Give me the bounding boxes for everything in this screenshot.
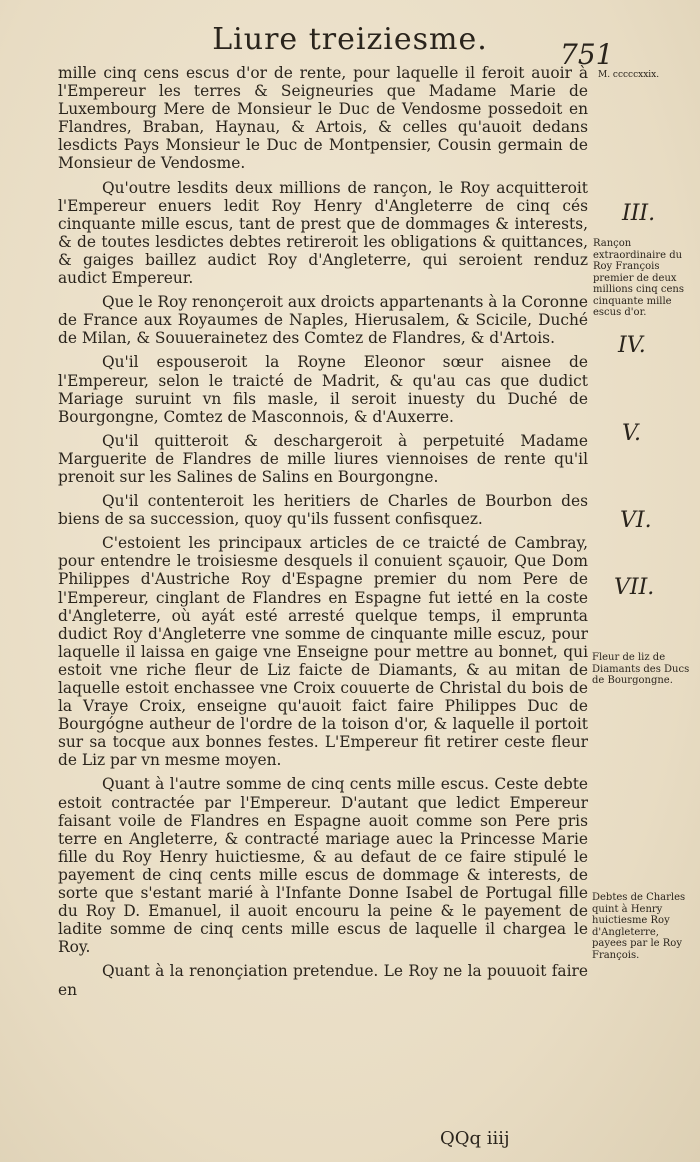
paragraph-8: Quant à l'autre somme de cinq cents mille escus. Ceste debte estoit contractée par l'Empereur. D'autant que ledict Empereur faisant voile de Flandres en Espagne auoit comme son Pere pris terre en Angleterre, & contracté mariage auec la Princesse Marie fille du Roy Henry huictiesme, & au defaut de ce faire stipulé le payement de cinq cents mille escus de dommage & interests, de sorte que s'estant marié à l'Infante Donne Isabel de Portugal fille du Roy D. Emanuel, il auoit encouru la peine & le payement de ladite somme de cinq cents mille escus de laquelle il chargea le Roy. — [58, 775, 588, 957]
running-title: Liure treiziesme. — [212, 22, 488, 57]
paragraph-4: Qu'il espouseroit la Royne Eleonor sœur aisnee de l'Empereur, selon le traicté de Madrit, & qu'au cas que dudict Mariage suruint vn fils masle, il seroit inuesty du Duché de Bourgongne, Comtez de Masconnois, & d'Auxerre. — [58, 353, 588, 426]
paragraph-2: Qu'outre lesdits deux millions de rançon, le Roy acquitteroit l'Empereur enuers ledit Roy Henry d'Angleterre de cinq cés cinquante mille escus, tant de prest que de dommages & interests, & de toutes lesdictes debtes retireroit les obligations & quittances, & gaiges baillez audict Roy d'Angleterre, qui seroient renduz audict Empereur. — [58, 178, 588, 288]
page-number: 751 — [560, 38, 614, 71]
paragraph-6: Qu'il contenteroit les heritiers de Charles de Bourbon des biens de sa succession, quoy qu'ils fussent confisquez. — [58, 492, 588, 529]
main-text — [58, 64, 588, 1005]
signature-mark: QQq iiij — [440, 1128, 510, 1149]
paragraph-7: C'estoient les principaux articles de ce traicté de Cambray, pour entendre le troisiesme desquels il conuient sçauoir, Que Dom Philippes d'Austriche Roy d'Espagne premier du nom Pere de l'Empereur, cinglant de Flandres en Espagne fut ietté en la coste d'Angleterre, où ayát esté arresté quelque temps, il emprunta dudict Roy d'Angleterre vne somme de cinquante mille escuz, pour laquelle il laissa en gaige vne Enseigne pour mettre au bonnet, qui estoit vne riche fleur de Liz faicte de Diamants, & au mitan de laquelle estoit enchassee vne Croix couuerte de Christal du bois de la Vraye Croix, enseigne qu'auoit faict faire Philippes Duc de Bourgógne autheur de l'ordre de la toison d'or, & laquelle il portoit sur sa tocque aux bonnes festes. L'Empereur fit retirer ceste fleur de Liz par vn mesme moyen. — [58, 534, 588, 770]
paragraph-9: Quant à la renonçiation pretendue. Le Roy ne la pouuoit faire en — [58, 962, 588, 999]
paragraph-5: Qu'il quitteroit & deschargeroit à perpetuité Madame Marguerite de Flandres de mille liures viennoises de rente qu'il prenoit sur les Salines de Salins en Bourgongne. — [58, 431, 588, 486]
margin-note-fleur-de-liz: Fleur de liz de Diamants des Ducs de Bourgongne. — [592, 652, 690, 686]
paragraph-1: mille cinq cens escus d'or de rente, pour laquelle il feroit auoir à l'Empereur les terres & Seigneuries que Madame Marie de Luxembourg Mere de Monsieur le Duc de Vendosme possedoit en Flandres, Braban, Haynau, & Artois, & celles qu'auoit dedans lesdicts Pays Monsieur le Duc de Montpensier, Cousin germain de Monsieur de Vendosme. — [58, 64, 588, 173]
margin-number-5: V. — [622, 421, 642, 446]
margin-number-3: III. — [622, 201, 656, 226]
margin-note-debts: Debtes de Charles quint à Henry huictiesme Roy d'Angleterre, payees par le Roy François. — [592, 892, 686, 961]
margin-note-ransom: Rançon extraordinaire du Roy François premier de deux millions cinq cens cinquante mille escus d'or. — [593, 238, 684, 318]
paragraph-3: Que le Roy renonçeroit aux droicts appartenants à la Coronne de France aux Royaumes de Naples, Hierusalem, & Scicile, Duché de Milan, & Souuerainetez des Comtez de Flandres, & d'Artois. — [58, 293, 588, 348]
margin-number-4: IV. — [618, 333, 646, 358]
margin-number-6: VI. — [620, 508, 652, 533]
margin-year: M. cccccxxix. — [598, 70, 660, 80]
margin-number-7: VII. — [614, 575, 655, 600]
